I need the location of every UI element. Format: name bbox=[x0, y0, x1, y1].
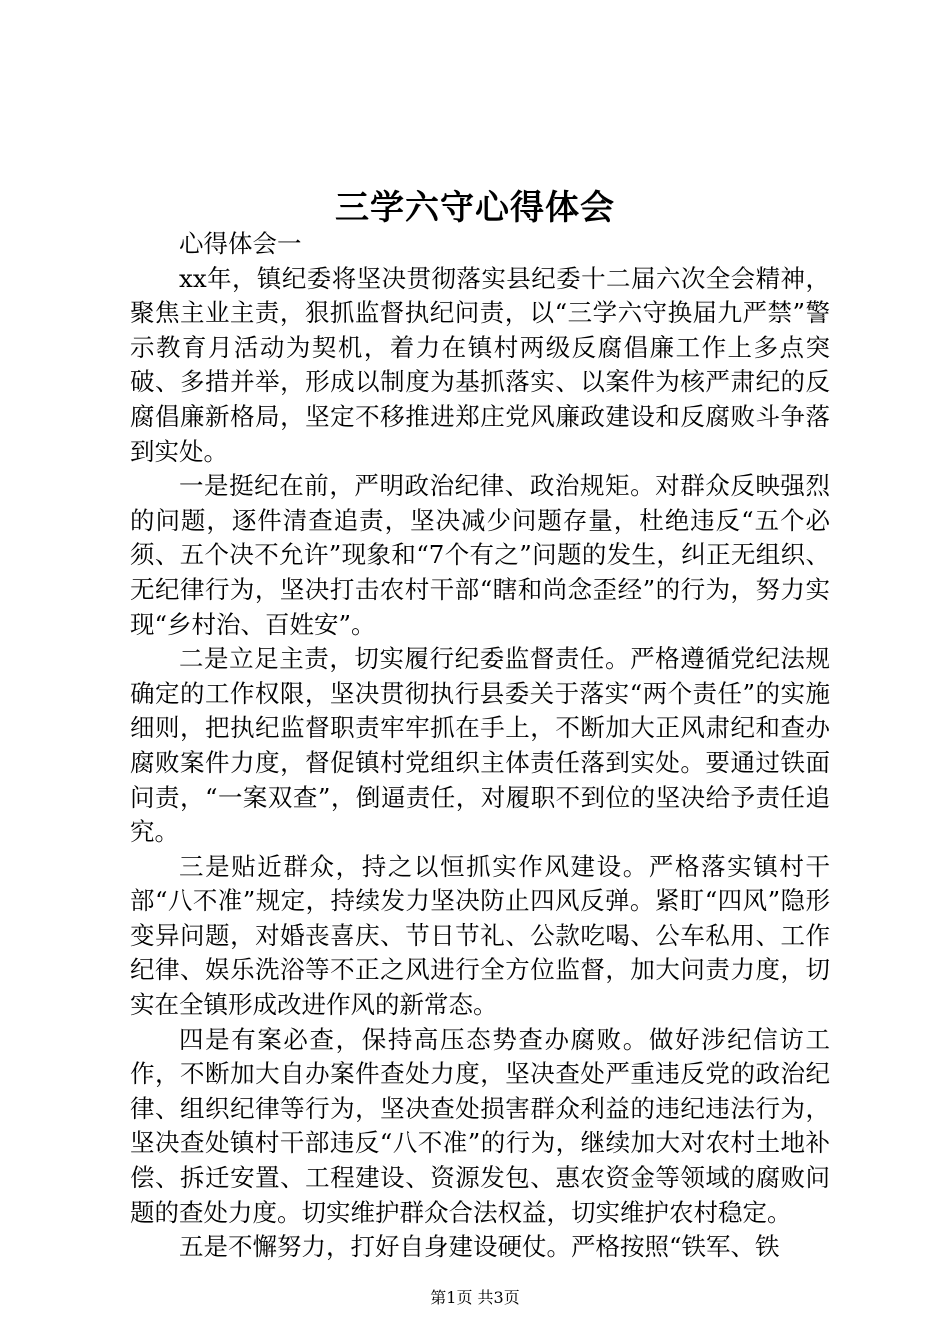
paragraph-point-5: 五是不懈努力，打好自身建设硬仗。严格按照“铁军、铁 bbox=[179, 1232, 780, 1262]
paragraph-point-1: 一是挺纪在前，严明政治纪律、政治规矩。对群众反映强烈的问题，逐件清查追责，坚决减少问题存量，杜绝违反“五个必须、五个决不允许”现象和“7个有之”问题的发生，纠正无组织、无纪律行为，坚决打击农村干部“瞎和尚念歪经”的行为，努力实现“乡村治、百姓安”。 bbox=[130, 471, 830, 639]
paragraph-intro: xx年，镇纪委将坚决贯彻落实县纪委十二届六次全会精神，聚焦主业主责，狠抓监督执纪问责，以“三学六守换届九严禁”警示教育月活动为契机，着力在镇村两级反腐倡廉工作上多点突破、多措并举，形成以制度为基抓落实、以案件为核严肃纪的反腐倡廉新格局，坚定不移推进郑庄党风廉政建设和反腐败斗争落到实处。 bbox=[130, 263, 830, 466]
document-body bbox=[130, 227, 830, 1265]
paragraph-point-4: 四是有案必查，保持高压态势查办腐败。做好涉纪信访工作，不断加大自办案件查处力度，坚决查处严重违反党的政治纪律、组织纪律等行为，坚决查处损害群众利益的违纪违法行为，坚决查处镇村干部违反“八不准”的行为，继续加大对农村土地补偿、拆迁安置、工程建设、资源发包、惠农资金等领域的腐败问题的查处力度。切实维护群众合法权益，切实维护农村稳定。 bbox=[130, 1024, 830, 1227]
section-heading: 心得体会一 bbox=[179, 229, 302, 258]
document-title: 三学六守心得体会 bbox=[335, 188, 615, 228]
paragraph-point-3: 三是贴近群众，持之以恒抓实作风建设。严格落实镇村干部“八不准”规定，持续发力坚决防止四风反弹。紧盯“四风”隐形变异问题，对婚丧喜庆、节日节礼、公款吃喝、公车私用、工作纪律、娱乐洗浴等不正之风进行全方位监督，加大问责力度，切实在全镇形成改进作风的新常态。 bbox=[130, 851, 830, 1020]
paragraph-point-2: 二是立足主责，切实履行纪委监督责任。严格遵循党纪法规确定的工作权限，坚决贯彻执行县委关于落实“两个责任”的实施细则，把执纪监督职责牢牢抓在手上，不断加大正风肃纪和查办腐败案件力度，督促镇村党组织主体责任落到实处。要通过铁面问责，“一案双查”，倒逼责任，对履职不到位的坚决给予责任追究。 bbox=[130, 644, 830, 847]
page-number-footer: 第1页 共3页 bbox=[430, 1288, 520, 1307]
